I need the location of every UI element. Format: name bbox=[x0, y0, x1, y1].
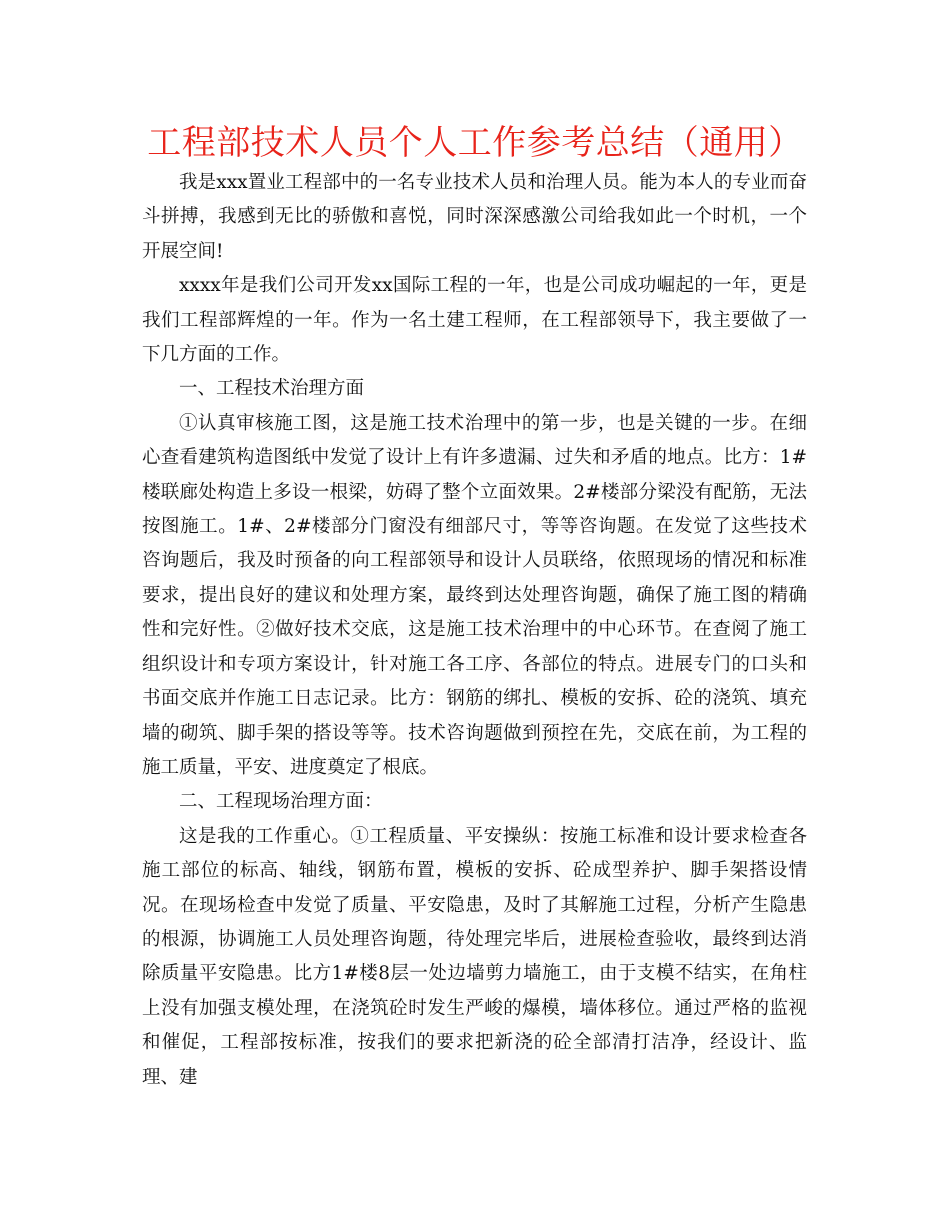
paragraph-intro: 我是xxx置业工程部中的一名专业技术人员和治理人员。能为本人的专业而奋斗拼搏，我感到无比的骄傲和喜悦，同时深深感激公司给我如此一个时机，一个开展空间! bbox=[142, 172, 807, 262]
section-heading-site-management: 二、工程现场治理方面： bbox=[179, 791, 383, 813]
section-heading-technical-management: 一、工程技术治理方面 bbox=[179, 378, 365, 400]
paragraph-year-overview: xxxx年是我们公司开发xx国际工程的一年，也是公司成功崛起的一年，更是我们工程部辉煌的一年。作为一名土建工程师，在工程部领导下，我主要做了一下几方面的工作。 bbox=[142, 275, 807, 366]
paragraph-technical-management: ①认真审核施工图，这是施工技术治理中的第一步，也是关键的一步。在细心查看建筑构造图纸中发觉了设计上有许多遗漏、过失和矛盾的地点。比方：1#楼联廊处构造上多设一根梁，妨碍了整个立面效果。2#楼部分梁没有配筋，无法按图施工。1#、2#楼部分门窗没有细部尺寸，等等咨询题。在发觉了这些技术咨询题后，我及时预备的向工程部领导和设计人员联络，依照现场的情况和标准要求，提出良好的建议和处理方案，最终到达处理咨询题，确保了施工图的精确性和完好性。②做好技术交底，这是施工技术治理中的中心环节。在查阅了施工组织设计和专项方案设计，针对施工各工序、各部位的特点。进展专门的口头和书面交底并作施工日志记录。比方：钢筋的绑扎、模板的安拆、砼的浇筑、填充墙的砌筑、脚手架的搭设等等。技术咨询题做到预控在先，交底在前，为工程的施工质量，平安、进度奠定了根底。 bbox=[142, 412, 807, 778]
document-title: 工程部技术人员个人工作参考总结（通用） bbox=[147, 123, 803, 163]
paragraph-site-management: 这是我的工作重心。①工程质量、平安操纵：按施工标准和设计要求检查各施工部位的标高、轴线，钢筋布置，模板的安拆、砼成型养护、脚手架搭设情况。在现场检查中发觉了质量、平安隐患，及时了其解施工过程，分析产生隐患的根源，协调施工人员处理咨询题，待处理完毕后，进展检查验收，最终到达消除质量平安隐患。比方1#楼8层一处边墙剪力墙施工，由于支模不结实，在角柱上没有加强支模处理，在浇筑砼时发生严峻的爆模，墙体移位。通过严格的监视和催促，工程部按标准，按我们的要求把新浇的砼全部清打洁净，经设计、监理、建 bbox=[142, 825, 807, 1088]
document-body bbox=[142, 166, 807, 1095]
